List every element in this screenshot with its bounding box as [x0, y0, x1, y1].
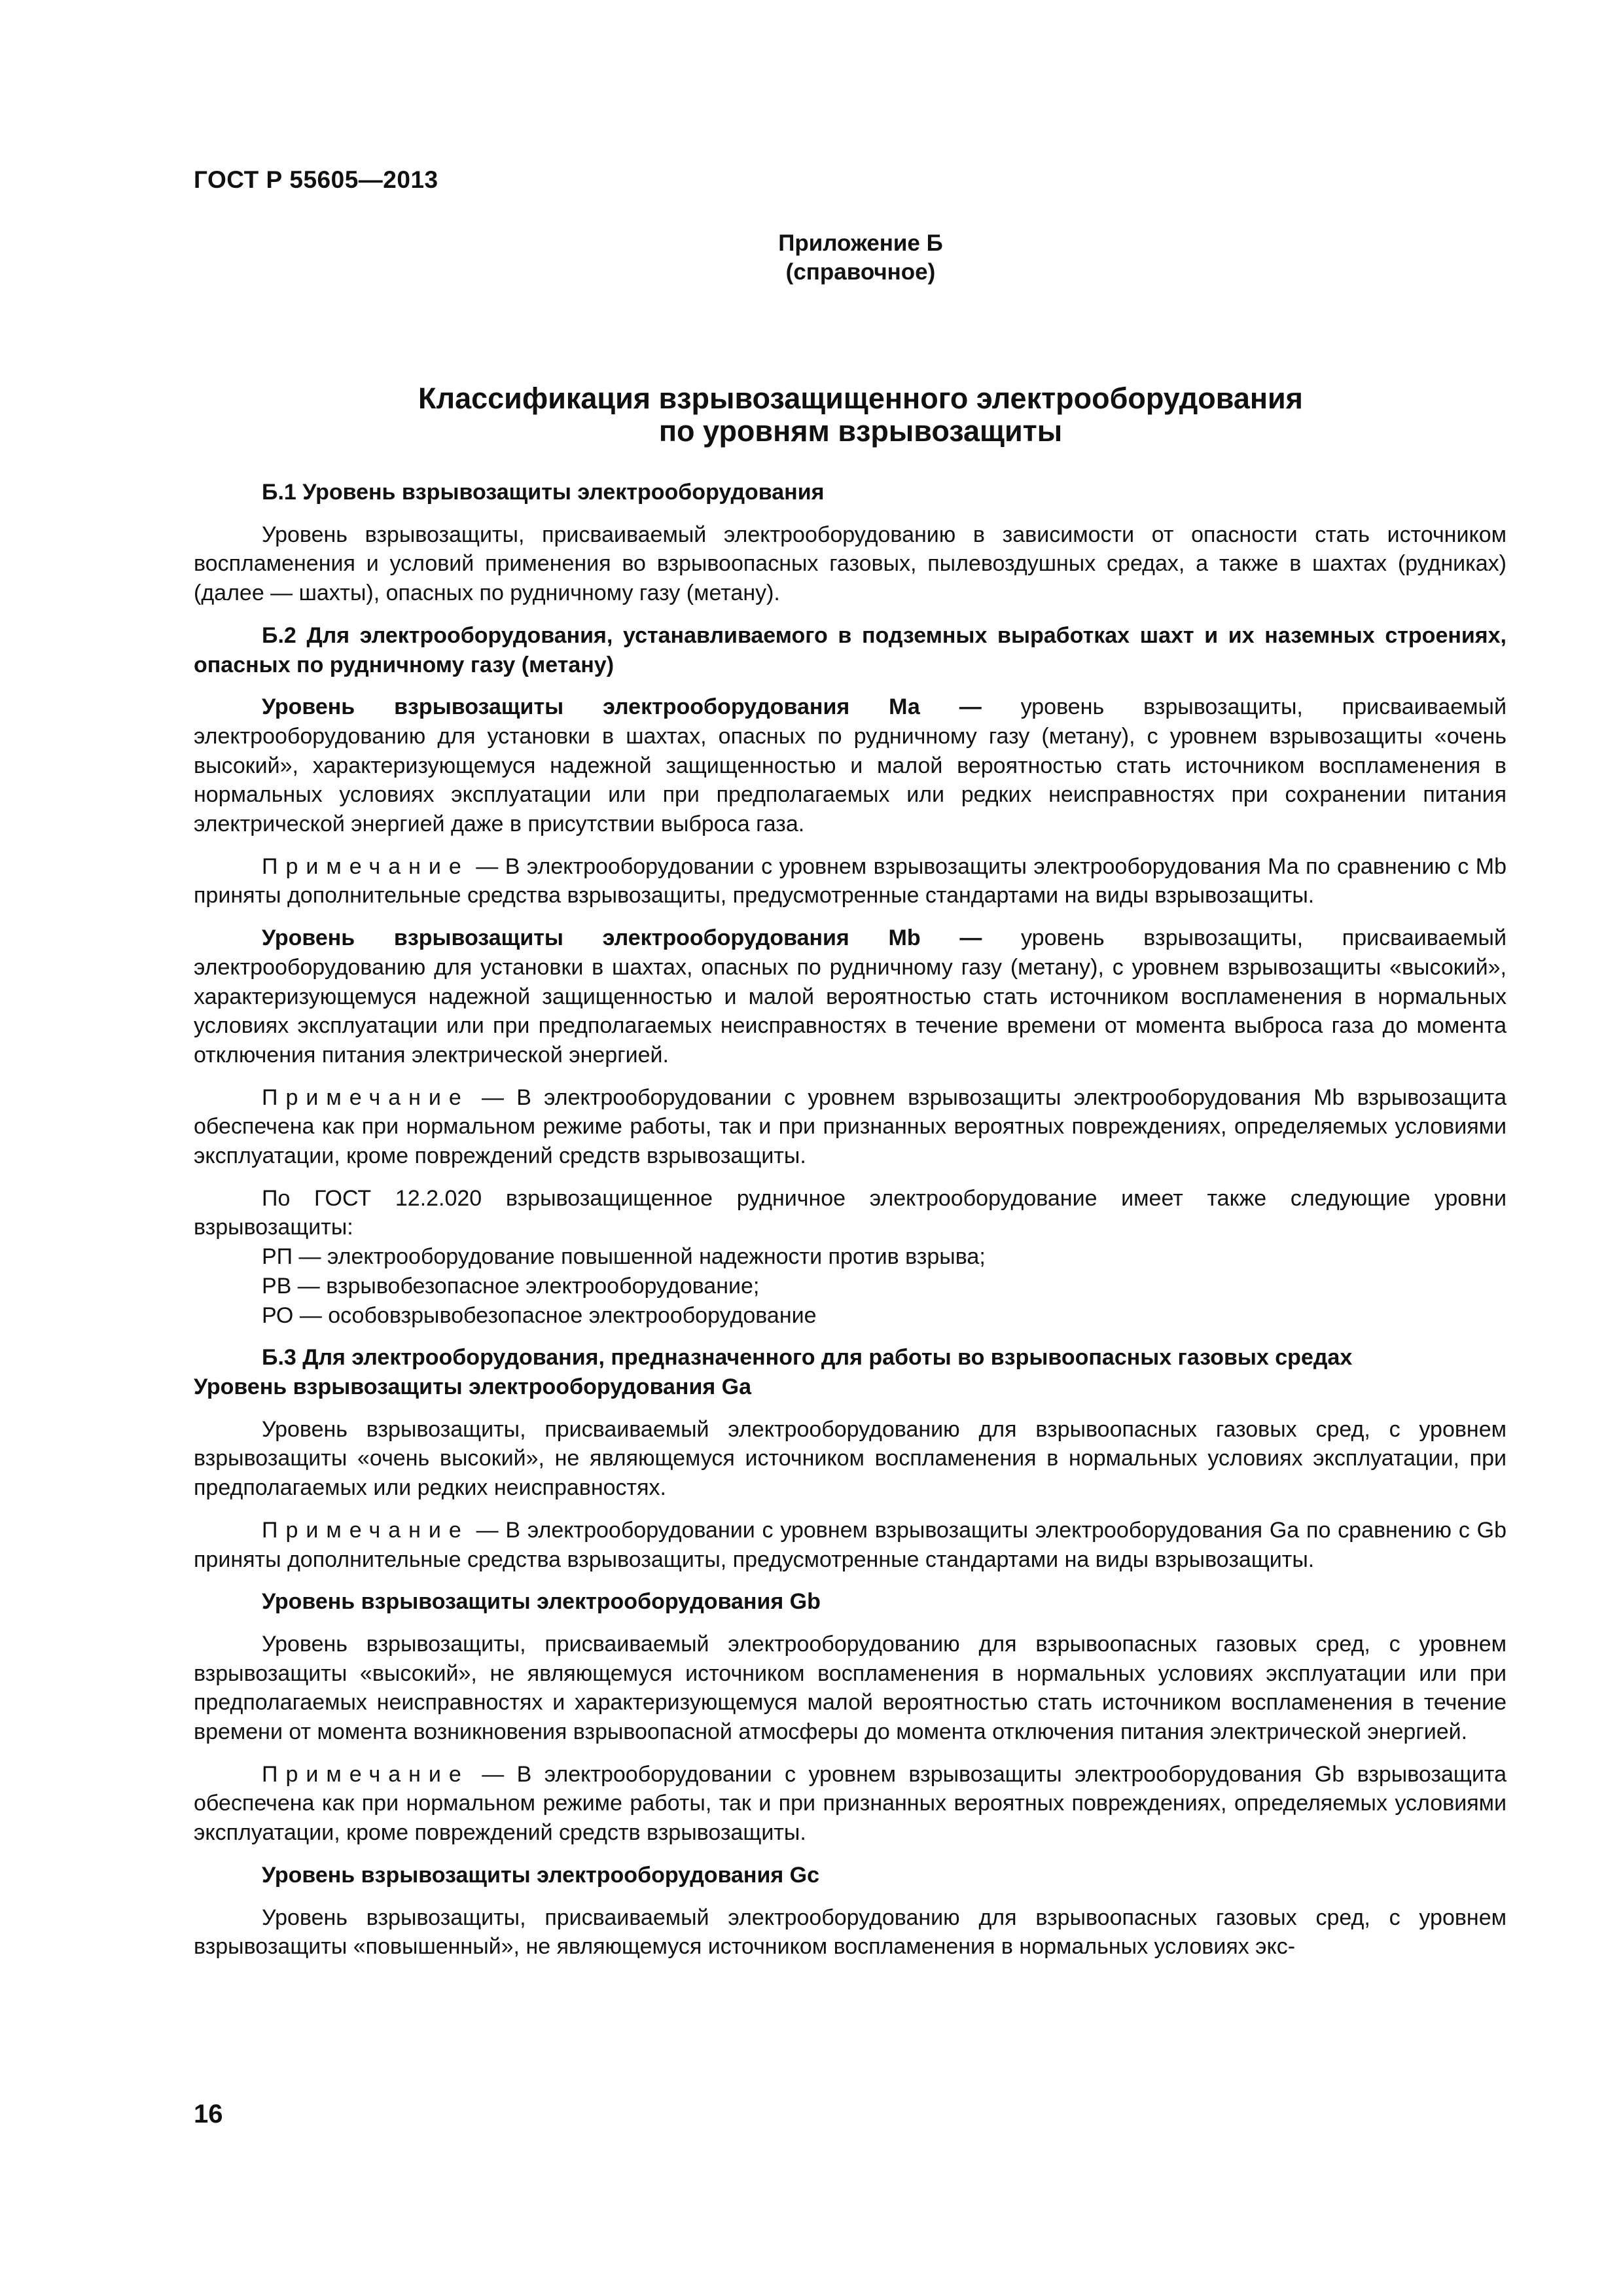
note-label: Примечание: [262, 1761, 469, 1787]
appendix-type: (справочное): [785, 259, 936, 285]
title-line-2: по уровням взрывозащиты: [658, 414, 1063, 448]
note-label: Примечание: [262, 1517, 469, 1543]
mb-term: Уровень взрывозащиты электрооборудования Mb —: [262, 925, 982, 951]
note-gb-text: — В электрооборудовании с уровнем взрывозащиты электрооборудования Gb взрывозащита обеспечена как при нормальном режиме работы, так и при признанных вероятных повреждениях, определяемых условиями эксплуатации, кроме повреждений средств взрывозащиты.: [194, 1761, 1507, 1846]
note-ma-text: — В электрооборудовании с уровнем взрывозащиты электрооборудования Ма по сравнению с Mb приняты дополнительные средства взрывозащиты, предусмотренные стандартами на виды взрывозащиты.: [194, 853, 1507, 908]
ma-term: Уровень взрывозащиты электрооборудования Ма —: [262, 694, 982, 720]
note-mb-text: — В электрооборудовании с уровнем взрывозащиты электрооборудования Mb взрывозащита обеспечена как при нормальном режиме работы, так и при признанных вероятных повреждениях, определяемых условиями эксплуатации, кроме повреждений средств взрывозащиты.: [194, 1085, 1507, 1169]
note-label: Примечание: [262, 853, 469, 879]
gc-paragraph: Уровень взрывозащиты, присваиваемый электрооборудованию для взрывоопасных газовых сред, с уровнем взрывозащиты «повышенный», не являющемуся источником воспламенения в нормальных условиях экс-: [194, 1905, 1507, 1960]
mb-definition: уровень взрывозащиты, присваиваемый электрооборудованию для установки в шахтах, опасных по рудничному газу (метану), с уровнем взрывозащиты «высокий», характеризующемуся надежной защищенностью и малой вероятностью стать источником воспламенения в нормальных условиях эксплуатации или при предполагаемых неисправностях в течение времени от момента выброса газа до момента отключения питания электрической энергией.: [194, 925, 1507, 1067]
gb-paragraph: Уровень взрывозащиты, присваиваемый электрооборудованию для взрывоопасных газовых сред, с уровнем взрывозащиты «высокий», не являющемуся источником воспламенения в нормальных условиях эксплуатации или при предполагаемых неисправностях и характеризующемуся малой вероятностью стать источником воспламенения в течение времени от момента возникновения взрывоопасной атмосферы до момента отключения питания электрической энергией.: [194, 1631, 1507, 1745]
ma-paragraph: [194, 692, 1507, 839]
ga-heading: Уровень взрывозащиты электрооборудования Ga: [194, 1374, 752, 1399]
page-number: 16: [194, 2100, 223, 2128]
title-line-1: Классификация взрывозащищенного электрооборудования: [418, 382, 1303, 415]
ga-paragraph: Уровень взрывозащиты, присваиваемый электрооборудованию для взрывоопасных газовых сред, с уровнем взрывозащиты «очень высокий», не являющемуся источником воспламенения в нормальных условиях эксплуатации, при предполагаемых или редких неисправностях.: [194, 1416, 1507, 1501]
gc-heading: Уровень взрывозащиты электрооборудования Gc: [262, 1862, 820, 1888]
section-b1-heading: Б.1 Уровень взрывозащиты электрооборудования: [262, 480, 825, 505]
note-mb: [194, 1083, 1507, 1171]
page-title: [0, 382, 1623, 448]
note-ma: [194, 852, 1507, 910]
section-b2-heading: Б.2 Для электрооборудования, устанавливаемого в подземных выработках шахт и их наземных строениях, опасных по рудничному газу (метану): [194, 622, 1507, 677]
appendix-title: Приложение Б: [778, 230, 943, 256]
list-item-rp: РП — электрооборудование повышенной надежности против взрыва;: [262, 1244, 986, 1270]
ma-definition: уровень взрывозащиты, присваиваемый электрооборудованию для установки в шахтах, опасных по рудничному газу (метану), с уровнем взрывозащиты «очень высокий», характеризующемуся надежной защищенностью и малой вероятностью стать источником воспламенения в нормальных условиях эксплуатации или при предполагаемых или редких неисправностях при сохранении питания электрической энергией даже в присутствии выброса газа.: [194, 694, 1507, 837]
mb-paragraph: [194, 924, 1507, 1070]
note-gb: [194, 1760, 1507, 1848]
document-code: ГОСТ Р 55605—2013: [194, 166, 438, 193]
section-b1-paragraph: Уровень взрывозащиты, присваиваемый электрооборудованию в зависимости от опасности стать источником воспламенения и условий применения во взрывоопасных газовых, пылевоздушных средах, а также в шахтах (рудниках) (далее — шахты), опасных по рудничному газу (метану).: [194, 522, 1507, 606]
section-b3-heading: Б.3 Для электрооборудования, предназначенного для работы во взрывоопасных газовых средах: [262, 1345, 1353, 1371]
list-item-rv: РВ — взрывобезопасное электрооборудование;: [262, 1273, 760, 1299]
appendix-label: [0, 229, 1623, 287]
gost-paragraph: По ГОСТ 12.2.020 взрывозащищенное рудничное электрооборудование имеет также следующие уровни взрывозащиты:: [194, 1185, 1507, 1240]
document-body: [194, 478, 1507, 1962]
note-ga: [194, 1516, 1507, 1574]
note-label: Примечание: [262, 1085, 469, 1110]
list-item-ro: РО — особовзрывобезопасное электрооборудование: [262, 1302, 817, 1328]
note-ga-text: — В электрооборудовании с уровнем взрывозащиты электрооборудования Ga по сравнению с Gb приняты дополнительные средства взрывозащиты, предусмотренные стандартами на виды взрывозащиты.: [194, 1517, 1507, 1572]
gb-heading: Уровень взрывозащиты электрооборудования Gb: [262, 1589, 821, 1615]
